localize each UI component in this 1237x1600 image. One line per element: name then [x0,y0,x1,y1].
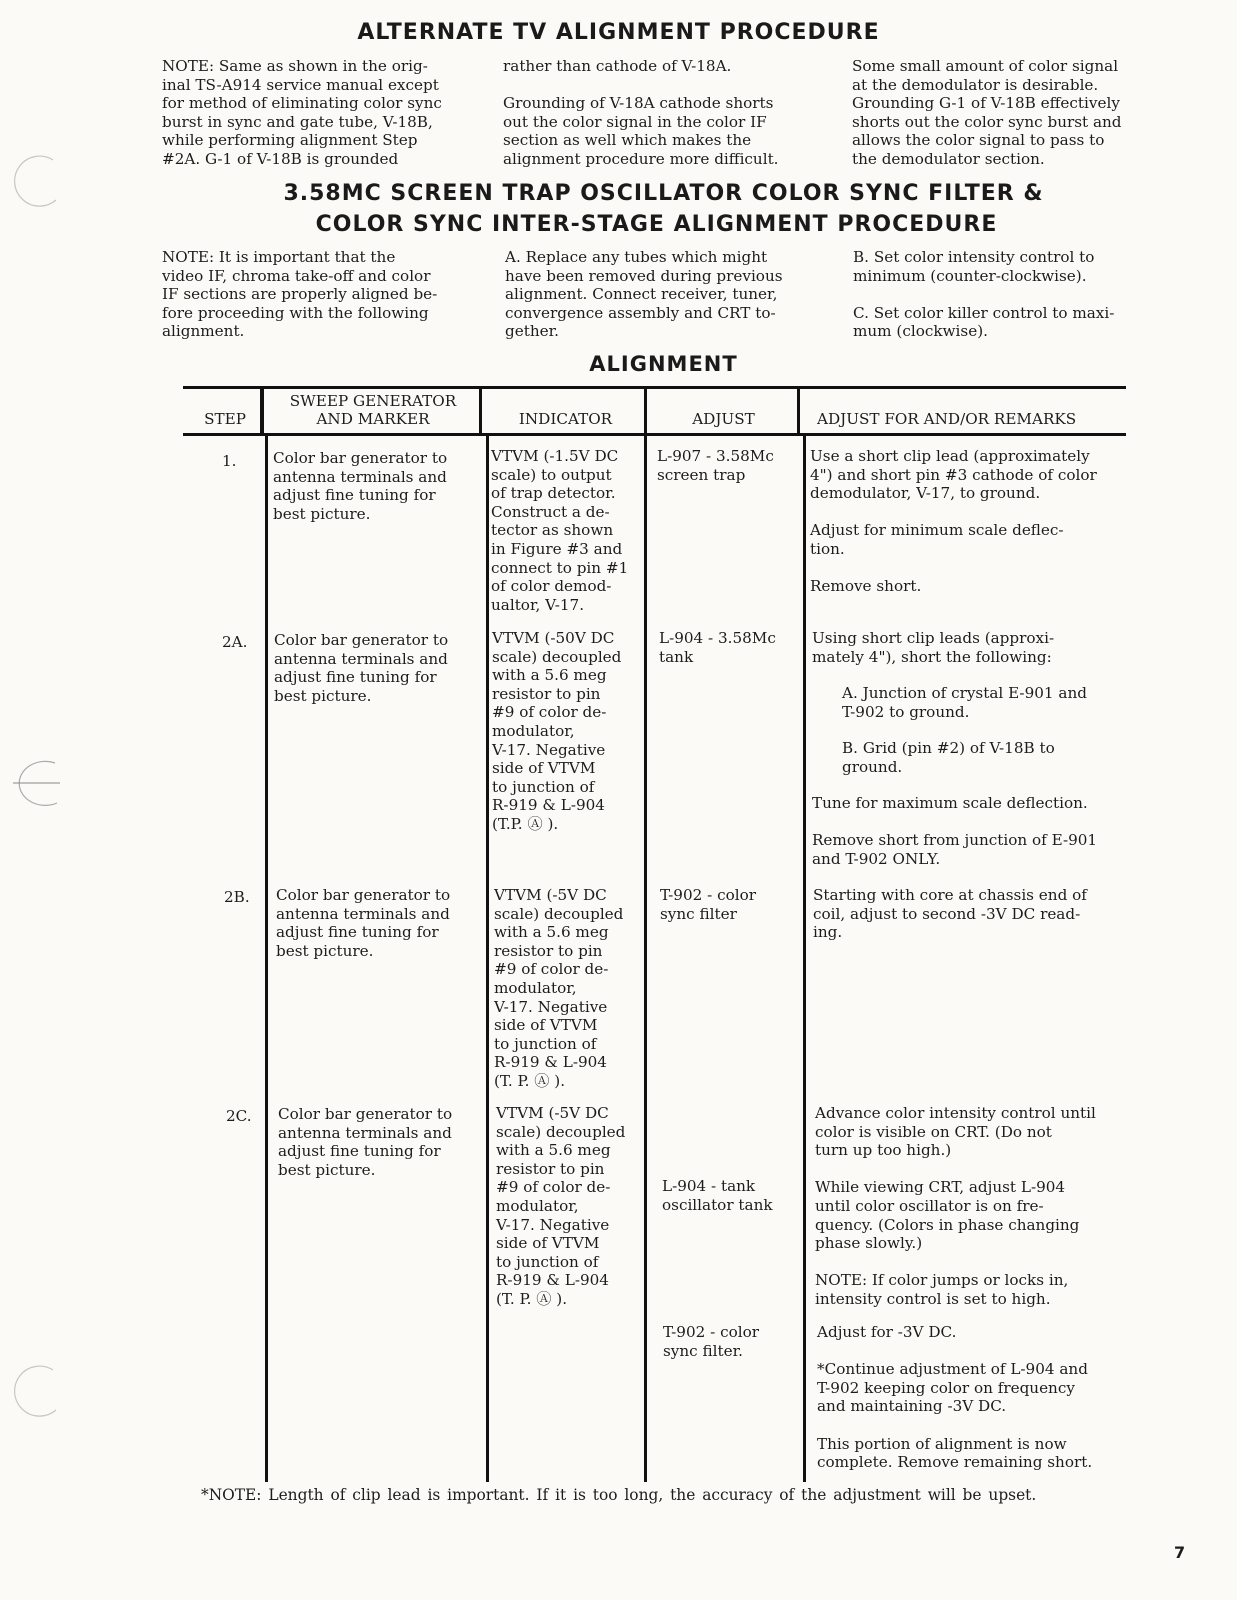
header-adjust: ADJUST [692,410,755,428]
header-remarks: ADJUST FOR AND/OR REMARKS [817,410,1077,428]
row-2c-adjust-1: L-904 - tank oscillator tank [662,1177,773,1214]
page-number: 7 [1174,1543,1186,1562]
row-1-step: 1. [222,452,237,470]
row-2c-remarks-2: Adjust for -3V DC. *Continue adjustment of L-904 and T-902 keeping color on frequency and maintaining -3V DC. This portion of alignment is now complete. Remove remaining short. [817,1323,1093,1472]
row-2a-remarks: Using short clip leads (approxi- mately 4"), short the following: [812,629,1055,666]
intro-column-3: Some small amount of color signal at the demodulator is desirable. Grounding G-1 of V-18B effectively shorts out the color sync burst and allows the color signal to pass to the demodulator section. [852,57,1122,168]
row-2b-indicator: VTVM (-5V DC scale) decoupled with a 5.6 meg resistor to pin #9 of color de- modulator, V-17. Negative side of VTVM to junction of R-919 & L-904 (T. P. Ⓐ ). [494,886,624,1090]
section-step-a-column: A. Replace any tubes which might have been removed during previous alignment. Connect receiver, tuner, convergence assembly and CRT to- gether. [505,248,783,341]
row-2a-remarks-item-a: A. Junction of crystal E-901 and T-902 to ground. [842,684,1087,721]
alignment-title: ALIGNMENT [589,352,738,376]
table-divider-1-body [265,436,268,1482]
row-2a-indicator: VTVM (-50V DC scale) decoupled with a 5.6 meg resistor to pin #9 of color de- modulator, V-17. Negative side of VTVM to junction of R-919 & L-904 (T.P. Ⓐ ). [492,629,622,833]
row-2a-sweep: Color bar generator to antenna terminals and adjust fine tuning for best picture. [274,631,449,705]
header-sweep-generator: SWEEP GENERATOR AND MARKER [289,392,457,428]
table-header-rule [183,433,1126,436]
row-2c-sweep: Color bar generator to antenna terminals and adjust fine tuning for best picture. [278,1105,453,1179]
row-1-sweep: Color bar generator to antenna terminals and adjust fine tuning for best picture. [273,449,448,523]
row-2c-step: 2C. [226,1107,252,1125]
row-1-indicator: VTVM (-1.5V DC scale) to output of trap detector. Construct a de- tector as shown in Figure #3 and connect to pin #1 of color demod- ualtor, V-17. [491,447,629,614]
intro-column-1: NOTE: Same as shown in the orig- inal TS-A914 service manual except for method of eliminating color sync burst in sync and gate tube, V-18B, while performing alignment Step #2A. G-1 of V-18B is grounded [162,57,442,168]
table-divider-1 [260,386,264,436]
table-divider-2-body [486,436,489,1482]
row-2b-step: 2B. [224,888,250,906]
footnote: *NOTE: Length of clip lead is important. If it is too long, the accuracy of the adjustment will be upset. [201,1486,1037,1504]
row-2c-remarks-1: Advance color intensity control until color is visible on CRT. (Do not turn up too high.) While viewing CRT, adjust L-904 until color oscillator is on fre- quency. (Colors in phase changing phase slowly.) NOTE: If color jumps or locks in, intensity control is set to high. [815,1104,1096,1308]
row-2a-remarks-tail: Tune for maximum scale deflection. Remove short from junction of E-901 and T-902 ONLY. [812,794,1098,868]
section-title-line-2: COLOR SYNC INTER-STAGE ALIGNMENT PROCEDURE [315,212,998,237]
row-2a-remarks-item-b: B. Grid (pin #2) of V-18B to ground. [842,739,1055,776]
table-divider-2 [479,386,482,436]
section-note-column-1: NOTE: It is important that the video IF, chroma take-off and color IF sections are properly aligned be- fore proceeding with the following alignment. [162,248,438,341]
row-2c-indicator: VTVM (-5V DC scale) decoupled with a 5.6 meg resistor to pin #9 of color de- modulator, V-17. Negative side of VTVM to junction of R-919 & L-904 (T. P. Ⓐ ). [496,1104,626,1308]
page-title: ALTERNATE TV ALIGNMENT PROCEDURE [357,20,880,45]
table-top-rule [183,386,1126,389]
row-2a-step: 2A. [222,633,248,651]
header-indicator: INDICATOR [518,410,613,428]
row-2b-remarks: Starting with core at chassis end of coil, adjust to second -3V DC read- ing. [813,886,1087,942]
section-step-bc-column: B. Set color intensity control to minimum (counter-clockwise). C. Set color killer control to maxi- mum (clockwise). [853,248,1115,341]
binder-hole-mark-middle [5,755,70,810]
section-title-line-1: 3.58MC SCREEN TRAP OSCILLATOR COLOR SYNC FILTER & [283,181,1044,206]
binder-hole-mark-bottom [8,1360,68,1420]
table-divider-4-body [803,436,806,1482]
row-2b-sweep: Color bar generator to antenna terminals and adjust fine tuning for best picture. [276,886,451,960]
row-1-remarks: Use a short clip lead (approximately 4") and short pin #3 cathode of color demodulator, V-17, to ground. Adjust for minimum scale deflec- tion. Remove short. [810,447,1097,596]
table-divider-4 [797,386,800,436]
row-1-adjust: L-907 - 3.58Mc screen trap [657,447,774,484]
row-2a-adjust: L-904 - 3.58Mc tank [659,629,776,666]
intro-column-2: rather than cathode of V-18A. Grounding of V-18A cathode shorts out the color signal in the color IF section as well which makes the alignment procedure more difficult. [503,57,779,168]
header-step: STEP [204,410,246,428]
row-2b-adjust: T-902 - color sync filter [660,886,756,923]
row-2c-adjust-2: T-902 - color sync filter. [663,1323,759,1360]
